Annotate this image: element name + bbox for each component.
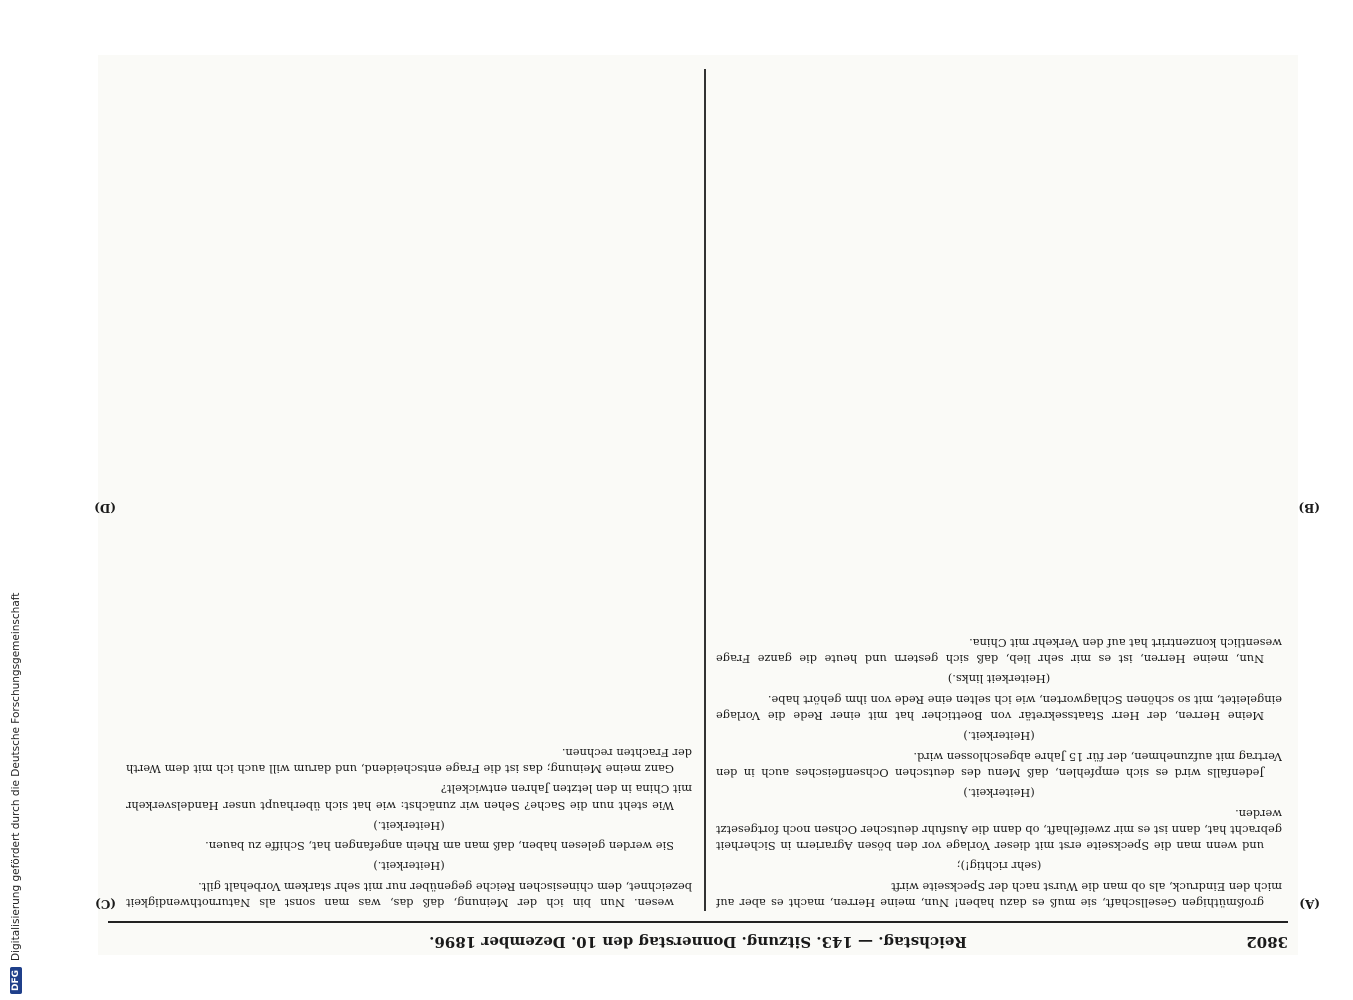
margin-mark-c: (C) xyxy=(95,897,116,911)
paragraph: wesen. Nun bin ich der Meinung, daß das, was man sonst als Naturnothwendigkeit bezeichnet, dem chinesischen Reiche gegenüber nur mit sehr starkem Vorbehalt gilt. xyxy=(126,879,692,910)
interjection: (Heiterkeit.) xyxy=(963,729,1035,744)
paragraph: Ganz meine Meinung; das ist die Frage entscheidend, und darum will auch ich mit dem Werth der Frachten rechnen. xyxy=(126,745,692,776)
digitization-credit xyxy=(6,0,26,994)
interjection: (Heiterkeit.) xyxy=(373,859,445,874)
paragraph: Wie steht nun die Sache? Sehen wir zunächst: wie hat sich überhaupt unser Handelsverkehr mit China in den letzten Jahren entwickelt? xyxy=(126,782,692,813)
margin-mark-d: (D) xyxy=(94,501,116,515)
paragraph: Jedenfalls wird es sich empfehlen, daß Menu des deutschen Ochsenfleisches auch in den Vertrag mit aufzunehmen, der für 15 Jahre abgeschlossen wird. xyxy=(716,749,1282,780)
margin-mark-a: (A) xyxy=(1299,897,1320,911)
dfg-logo: DFG xyxy=(10,967,22,994)
interjection: (Heiterkeit.) xyxy=(963,786,1035,801)
text-column-right xyxy=(126,65,692,911)
margin-mark-b: (B) xyxy=(1298,501,1320,515)
paragraph: und wenn man die Speckseite erst mit dieser Vorlage vor den bösen Agrariern in Sicherheit gebracht hat, dann ist es mir zweifelhaft, ob dann die Ausfuhr deutscher Ochsen noch fortgesetzt werden. xyxy=(716,806,1282,854)
header-rule xyxy=(108,921,1288,923)
interjection: (Heiterkeit links.) xyxy=(947,672,1051,687)
text-column-left xyxy=(716,65,1282,911)
document-page xyxy=(94,55,1320,955)
interjection: (Heiterkeit.) xyxy=(373,818,445,833)
column-divider xyxy=(705,69,707,911)
paragraph: großmüthigen Gesellschaft, sie muß es dazu haben! Nun, meine Herren, macht es aber auf mich den Eindruck, als ob man die Wurst nach der Speckseite wirft xyxy=(716,879,1282,910)
session-title: Reichstag. — 143. Sitzung. Donnerstag den 10. Dezember 1896. xyxy=(429,933,967,951)
page-number: 3802 xyxy=(1246,933,1288,951)
paragraph: Meine Herren, der Herr Staatssekretär von Boetticher hat mit einer Rede die Vorlage eingeleitet, mit so schönen Schlagworten, wie ich selten eine Rede von ihm gehört habe. xyxy=(716,692,1282,724)
paragraph: Nun, meine Herren, ist es mir sehr lieb, daß sich gestern und heute die ganze Frage wesentlich konzentrirt hat auf den Verkehr mit China. xyxy=(716,635,1282,667)
interjection: (sehr richtig!); xyxy=(956,859,1042,874)
page-header xyxy=(108,925,1288,955)
credit-text: Digitalisierung gefördert durch die Deutsche Forschungsgemeinschaft xyxy=(10,592,22,961)
paragraph: Sie werden gelesen haben, daß man am Rhein angefangen hat, Schiffe zu bauen. xyxy=(205,839,674,854)
